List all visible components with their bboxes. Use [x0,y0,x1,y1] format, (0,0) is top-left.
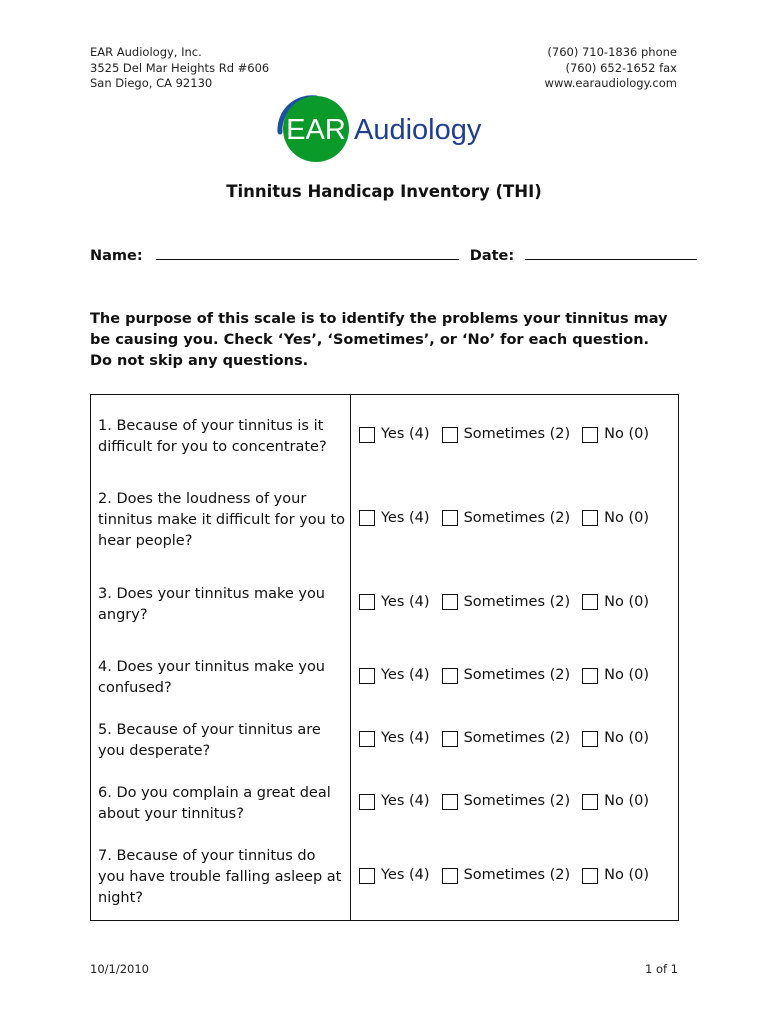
date-field[interactable] [525,247,697,260]
sometimes-label: Sometimes (2) [463,426,571,442]
answer-options [351,773,679,836]
sometimes-label: Sometimes (2) [463,793,571,810]
ear-audiology-logo [272,92,502,164]
instructions-line-1: The purpose of this scale is to identify the problems your tinnitus may [90,311,668,327]
contact-block [545,45,677,92]
name-date-row [90,247,697,264]
no-label: No (0) [604,730,650,747]
no-checkbox[interactable] [582,594,598,610]
instructions [90,309,690,371]
name-field[interactable] [156,247,459,260]
option-sometimes[interactable] [442,791,571,812]
name-label: Name: [90,248,143,264]
question-text: 7. Because of your tinnitus do you have trouble falling asleep at night? [91,836,351,921]
option-yes[interactable] [359,508,430,529]
answer-options [351,563,679,647]
option-sometimes[interactable] [442,865,571,886]
question-row [91,773,679,836]
logo-audiology-text: Audiology [354,114,482,146]
yes-label: Yes (4) [381,426,430,442]
answer-options [351,836,679,921]
no-label: No (0) [604,593,650,610]
question-row [91,647,679,710]
city-address: San Diego, CA 92130 [90,76,213,90]
question-text: 4. Does your tinnitus make you confused? [91,647,351,710]
option-yes[interactable] [359,424,430,445]
question-text: 5. Because of your tinnitus are you desperate? [91,710,351,773]
footer-date: 10/1/2010 [90,962,149,976]
yes-label: Yes (4) [381,667,430,684]
instructions-line-3: Do not skip any questions. [90,352,309,369]
question-text: 1. Because of your tinnitus is it difficult for you to concentrate? [91,395,351,479]
questions-table [90,394,679,921]
yes-checkbox[interactable] [359,731,375,747]
option-sometimes[interactable] [442,665,571,686]
yes-label: Yes (4) [381,593,430,610]
option-yes[interactable] [359,592,430,613]
option-sometimes[interactable] [442,592,571,613]
sometimes-checkbox[interactable] [442,668,458,684]
date-label: Date: [469,248,515,264]
street-address: 3525 Del Mar Heights Rd #606 [90,60,270,75]
no-label: No (0) [604,867,650,883]
sometimes-checkbox[interactable] [442,868,458,884]
sometimes-label: Sometimes (2) [463,730,571,747]
instructions-line-2: be causing you. Check ‘Yes’, ‘Sometimes’, or ‘No’ for each question. [90,331,650,348]
no-checkbox[interactable] [582,510,598,526]
option-no[interactable] [582,424,649,445]
yes-checkbox[interactable] [359,510,375,526]
option-no[interactable] [582,665,649,686]
no-checkbox[interactable] [582,668,598,684]
question-row [91,836,679,921]
fax-number: (760) 652-1652 fax [565,60,677,75]
sometimes-checkbox[interactable] [442,510,458,526]
website: www.earaudiology.com [544,76,677,90]
answer-options [351,479,679,563]
no-label: No (0) [604,667,650,684]
yes-checkbox[interactable] [359,794,375,810]
no-checkbox[interactable] [582,868,598,884]
no-checkbox[interactable] [582,731,598,747]
question-text: 3. Does your tinnitus make you angry? [91,563,351,647]
option-yes[interactable] [359,791,430,812]
no-checkbox[interactable] [582,427,598,443]
question-row [91,395,679,479]
option-sometimes[interactable] [442,424,571,445]
form-title: Tinnitus Handicap Inventory (THI) [226,182,542,201]
question-text: 2. Does the loudness of your tinnitus make it difficult for you to hear people? [91,479,351,563]
no-label: No (0) [604,509,650,526]
option-yes[interactable] [359,865,430,886]
no-label: No (0) [604,793,650,810]
yes-label: Yes (4) [381,730,430,747]
yes-checkbox[interactable] [359,427,375,443]
question-row [91,710,679,773]
sometimes-checkbox[interactable] [442,594,458,610]
answer-options [351,647,679,710]
sometimes-label: Sometimes (2) [463,667,571,684]
yes-checkbox[interactable] [359,868,375,884]
logo-ear-text: EAR [286,114,346,146]
option-no[interactable] [582,865,649,886]
option-sometimes[interactable] [442,728,571,749]
address-block [90,45,269,92]
yes-checkbox[interactable] [359,594,375,610]
question-row [91,479,679,563]
sometimes-label: Sometimes (2) [463,593,571,610]
question-row [91,563,679,647]
option-yes[interactable] [359,665,430,686]
option-no[interactable] [582,791,649,812]
yes-checkbox[interactable] [359,668,375,684]
option-no[interactable] [582,728,649,749]
footer-page-number: 1 of 1 [644,962,678,976]
answer-options [351,710,679,773]
sometimes-label: Sometimes (2) [463,867,571,883]
phone-number: (760) 710-1836 phone [547,45,677,59]
yes-label: Yes (4) [381,867,430,883]
no-checkbox[interactable] [582,794,598,810]
option-sometimes[interactable] [442,508,571,529]
sometimes-checkbox[interactable] [442,731,458,747]
question-text: 6. Do you complain a great deal about your tinnitus? [91,773,351,836]
option-no[interactable] [582,592,649,613]
answer-options [351,395,679,479]
sometimes-label: Sometimes (2) [463,509,571,526]
sometimes-checkbox[interactable] [442,427,458,443]
yes-label: Yes (4) [381,793,430,810]
option-yes[interactable] [359,728,430,749]
company-name: EAR Audiology, Inc. [90,45,202,59]
no-label: No (0) [604,426,650,442]
option-no[interactable] [582,508,649,529]
sometimes-checkbox[interactable] [442,794,458,810]
yes-label: Yes (4) [381,509,430,526]
